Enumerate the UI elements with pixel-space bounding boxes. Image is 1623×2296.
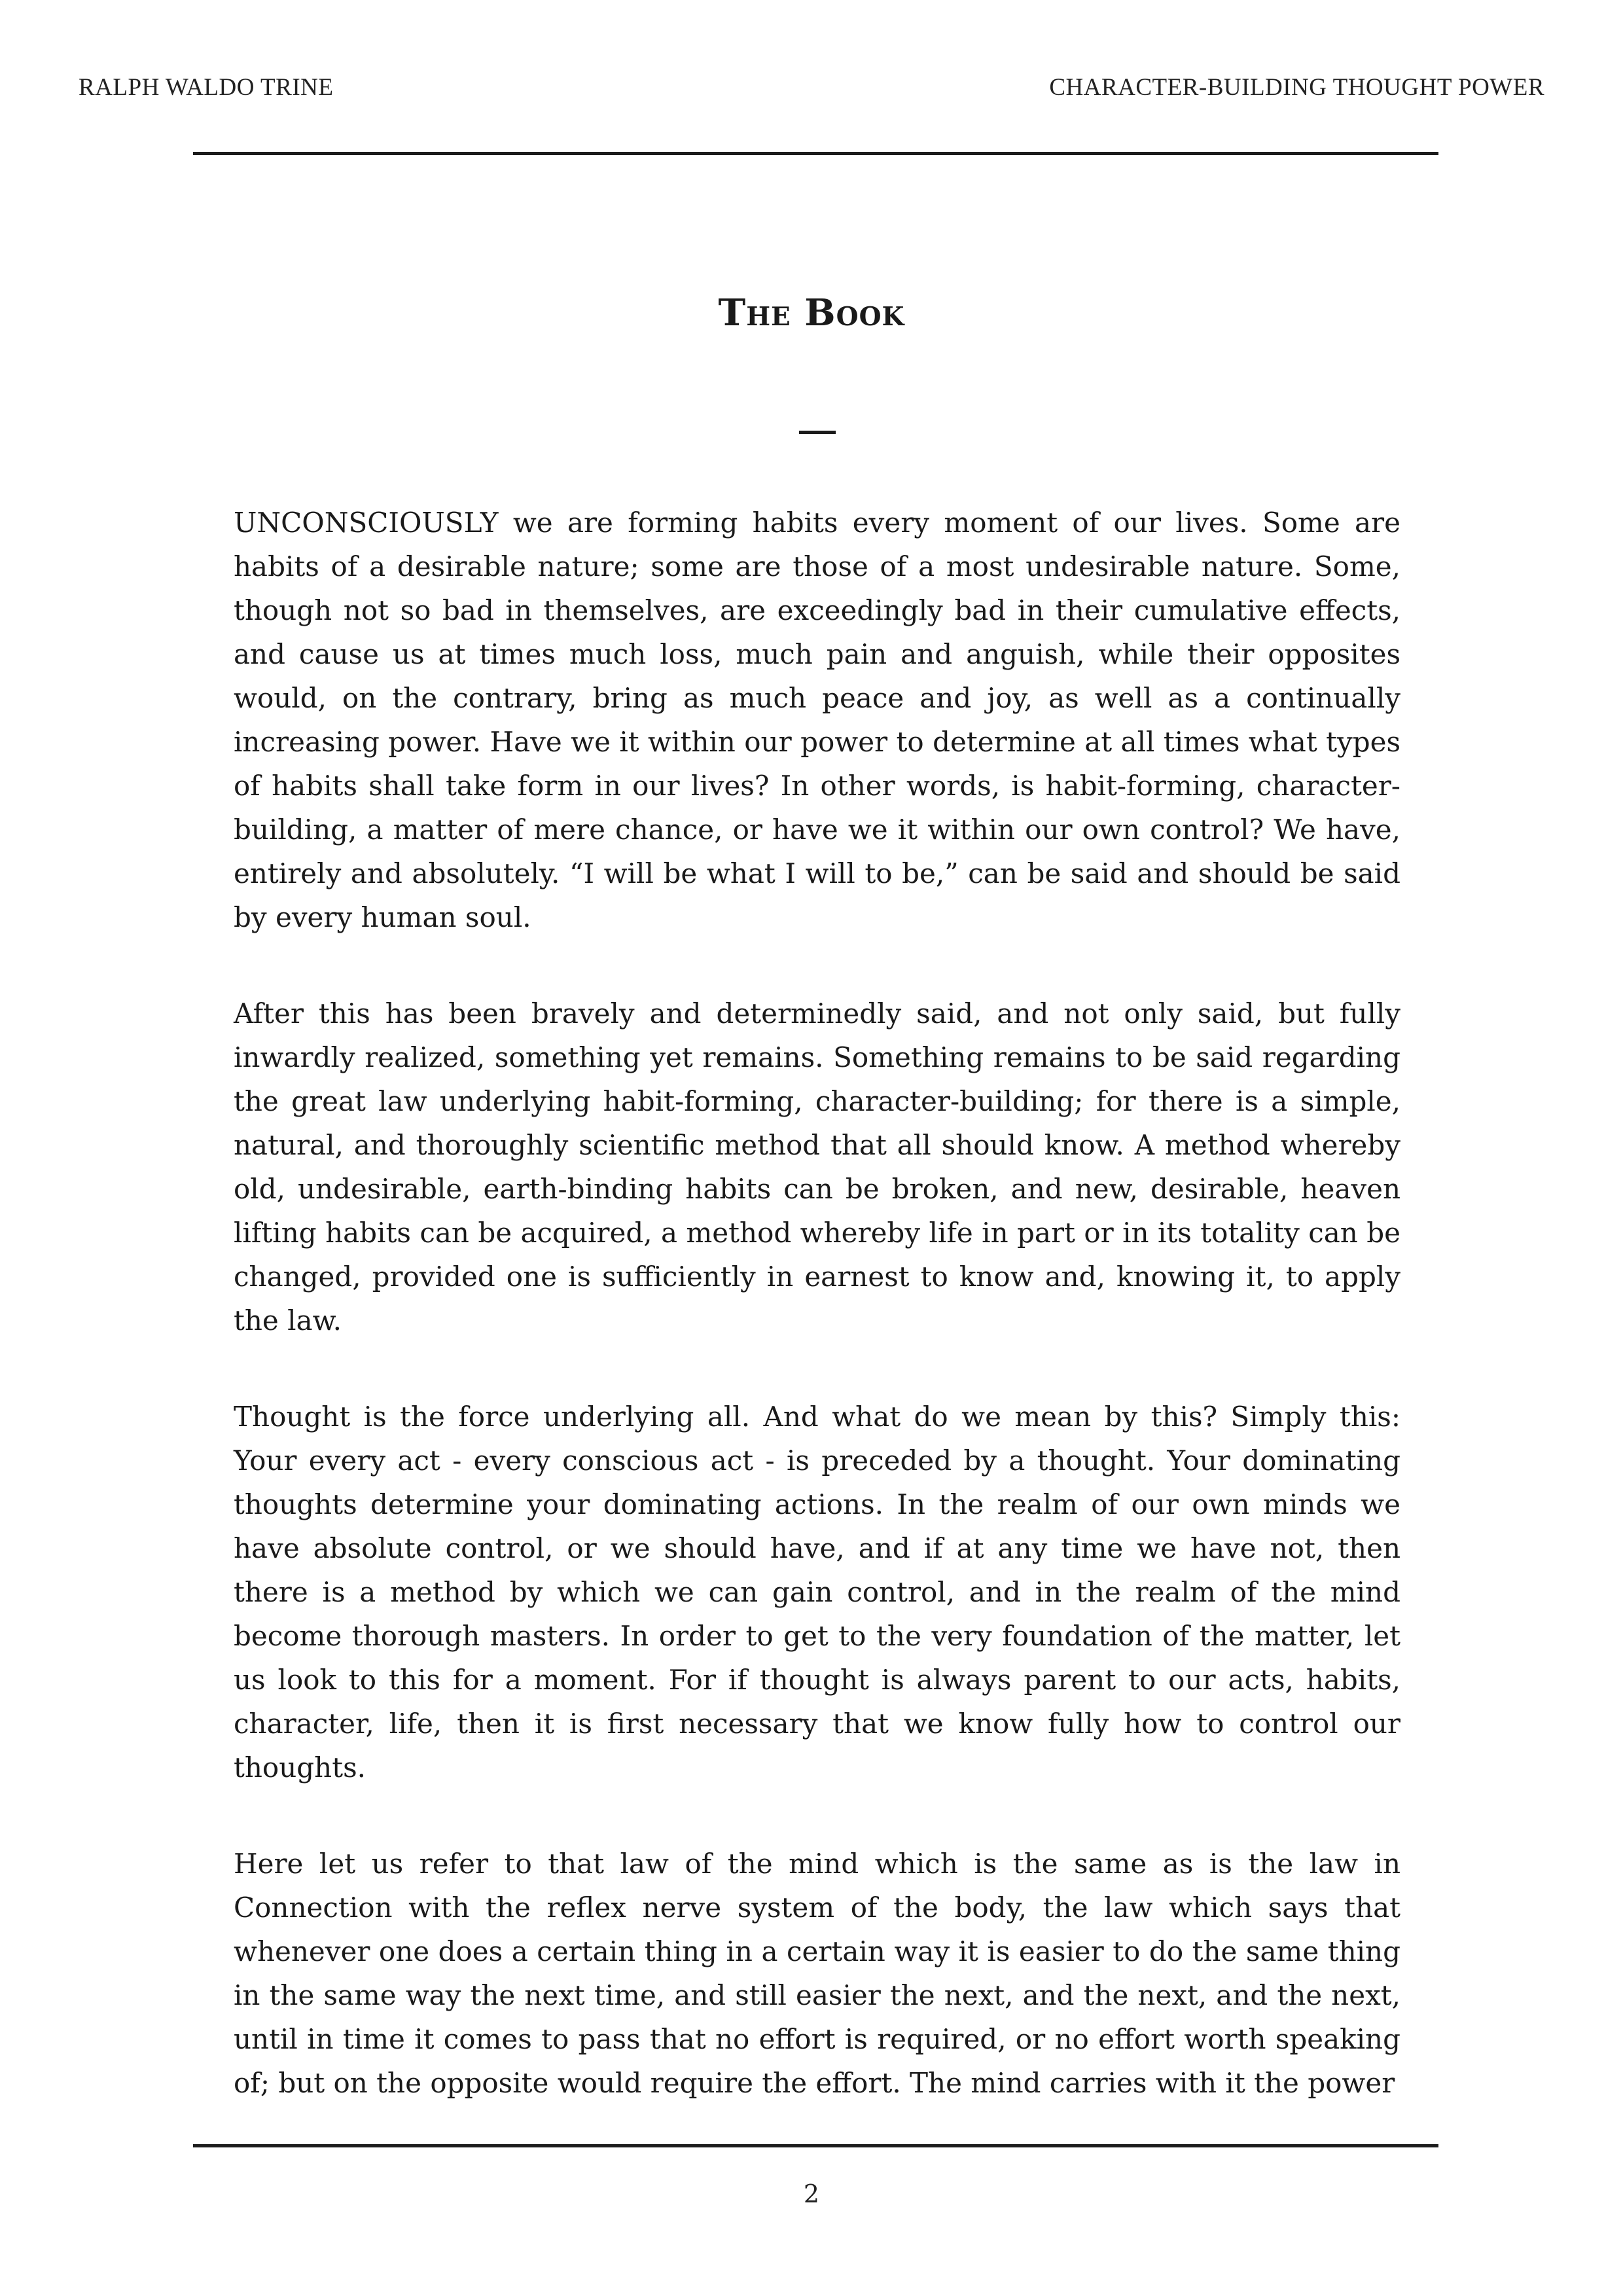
paragraph-1: UNCONSCIOUSLY we are forming habits every moment of our lives. Some are habits of a desirable nature; some are those of a most undesirable nature. Some, though not so bad in themselves, are exceedingly bad in their cumulative effects, and cause us at times much loss, much pain and anguish, while their opposites would, on the contrary, bring as much peace and joy, as well as a continually increasing power. Have we it within our power to determine at all times what types of habits shall take form in our lives? In other words, is habit-forming, character-building, a matter of mere chance, or have we it within our own control? We have, entirely and absolutely. “I will be what I will to be,” can be said and should be said by every human soul. xyxy=(234,507,1400,933)
chapter-title: The Book xyxy=(718,291,905,334)
paragraph-2: After this has been bravely and determinedly said, and not only said, but fully inwardly realized, something yet remains. Something remains to be said regarding the great law underlying habit-forming, character-building; for there is a simple, natural, and thoroughly scientific method that all should know. A method whereby old, undesirable, earth-binding habits can be broken, and new, desirable, heaven lifting habits can be acquired, a method whereby life in part or in its totality can be changed, provided one is sufficiently in earnest to know and, knowing it, to apply the law. xyxy=(234,997,1400,1336)
page-number: 2 xyxy=(803,2179,820,2208)
paragraph-3: Thought is the force underlying all. And what do we mean by this? Simply this: Your every act - every conscious act - is preceded by a thought. Your dominating thoughts determine your dominating actions. In the realm of our own minds we have absolute control, or we should have, and if at any time we have not, then there is a method by which we can gain control, and in the realm of the mind become thorough masters. In order to get to the very foundation of the matter, let us look to this for a moment. For if thought is always parent to our acts, habits, character, life, then it is first necessary that we know fully how to control our thoughts. xyxy=(234,1401,1400,1784)
title-ornament-dash xyxy=(799,431,836,434)
footer-rule xyxy=(193,2144,1438,2147)
header-rule xyxy=(193,152,1438,155)
running-head-title: CHARACTER-BUILDING THOUGHT POWER xyxy=(1049,74,1544,101)
paragraph-4: Here let us refer to that law of the mind which is the same as is the law in Connection with the reflex nerve system of the body, the law which says that whenever one does a certain thing in a certain way it is easier to do the same thing in the same way the next time, and still easier the next, and the next, and the next, until in time it comes to pass that no effort is required, or no effort worth speaking of; but on the opposite would require the effort. The mind carries with it the power xyxy=(234,1848,1400,2099)
body-text xyxy=(234,501,1400,2157)
running-head-author: RALPH WALDO TRINE xyxy=(79,74,334,101)
